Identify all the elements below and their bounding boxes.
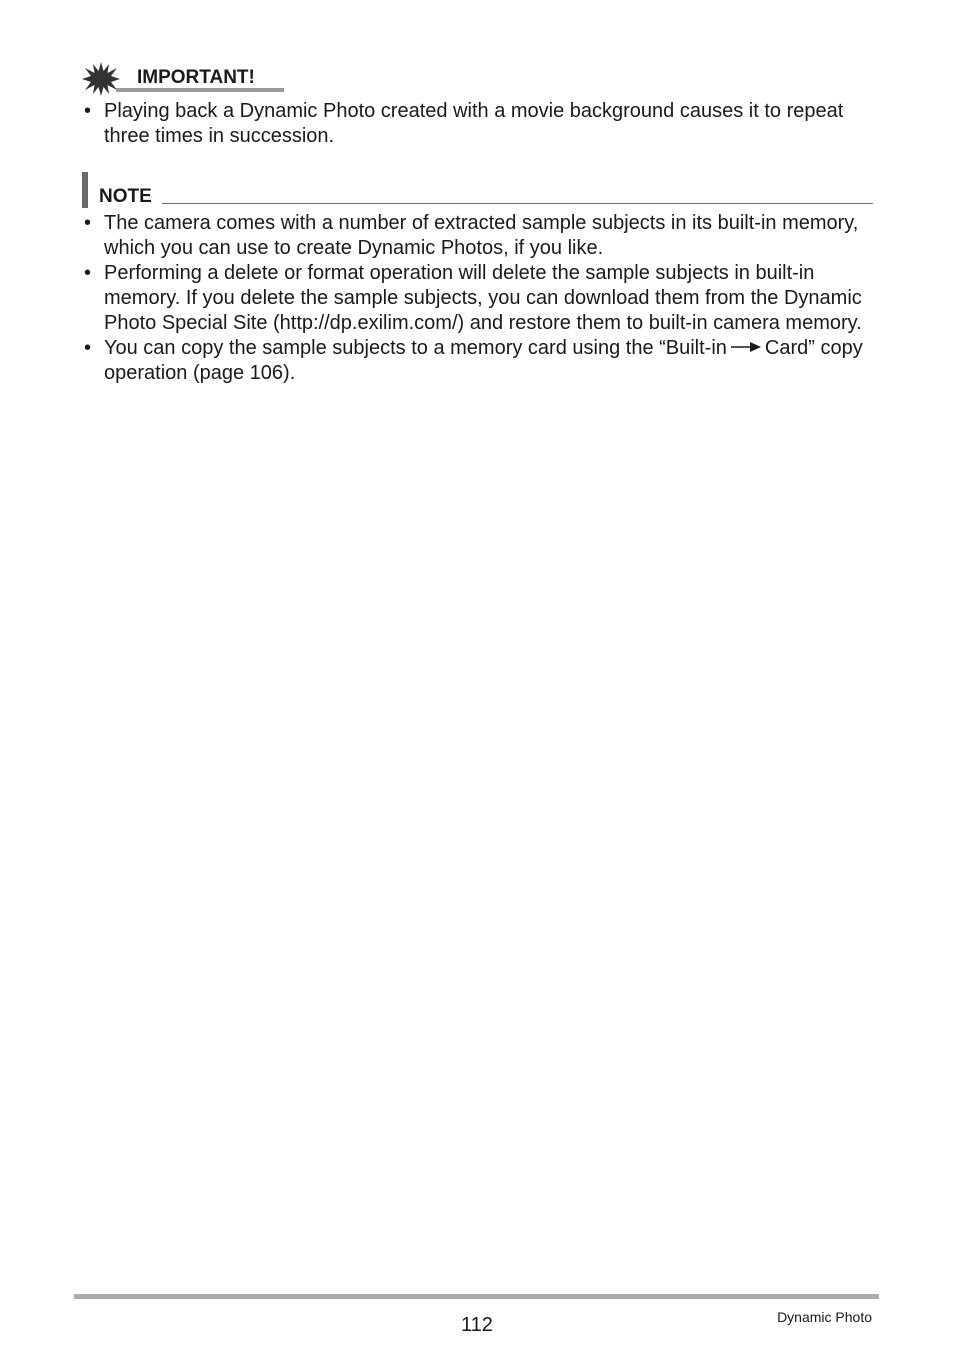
list-item [84,99,884,149]
note-bar [82,172,88,208]
list-item [84,211,884,261]
note-item-text-before-arrow: You can copy the sample subjects to a memory card using the “Built-in [104,337,727,359]
note-item-text-after-arrow: Card” copy operation (page 106). [104,337,863,384]
list-item [84,336,884,386]
note-rule [162,203,873,204]
section-name: Dynamic Photo [777,1309,872,1325]
bullet: • [84,262,92,284]
bullet: • [84,100,92,122]
note-title: NOTE [99,186,152,207]
arrow-right-icon [731,341,761,353]
list-item [84,261,884,336]
bullet: • [84,337,92,359]
note-list [84,211,884,386]
important-list [84,99,884,149]
bullet: • [84,212,92,234]
important-item-text: Playing back a Dynamic Photo created with a movie background causes it to repeat three times in succession. [104,100,844,147]
important-title: IMPORTANT! [137,67,255,88]
note-item-text: Performing a delete or format operation will delete the sample subjects in built-in memory. If you delete the sample subjects, you can download them from the Dynamic Photo Special Site (http://dp.exilim.com/) and restore them to built-in camera memory. [104,262,862,334]
page-number: 112 [461,1314,493,1336]
burst-icon [82,62,120,96]
important-header [82,62,285,96]
footer-rule [74,1294,879,1299]
note-header [82,172,873,208]
note-item-text: The camera comes with a number of extracted sample subjects in its built-in memory, which you can use to create Dynamic Photos, if you like. [104,212,859,259]
